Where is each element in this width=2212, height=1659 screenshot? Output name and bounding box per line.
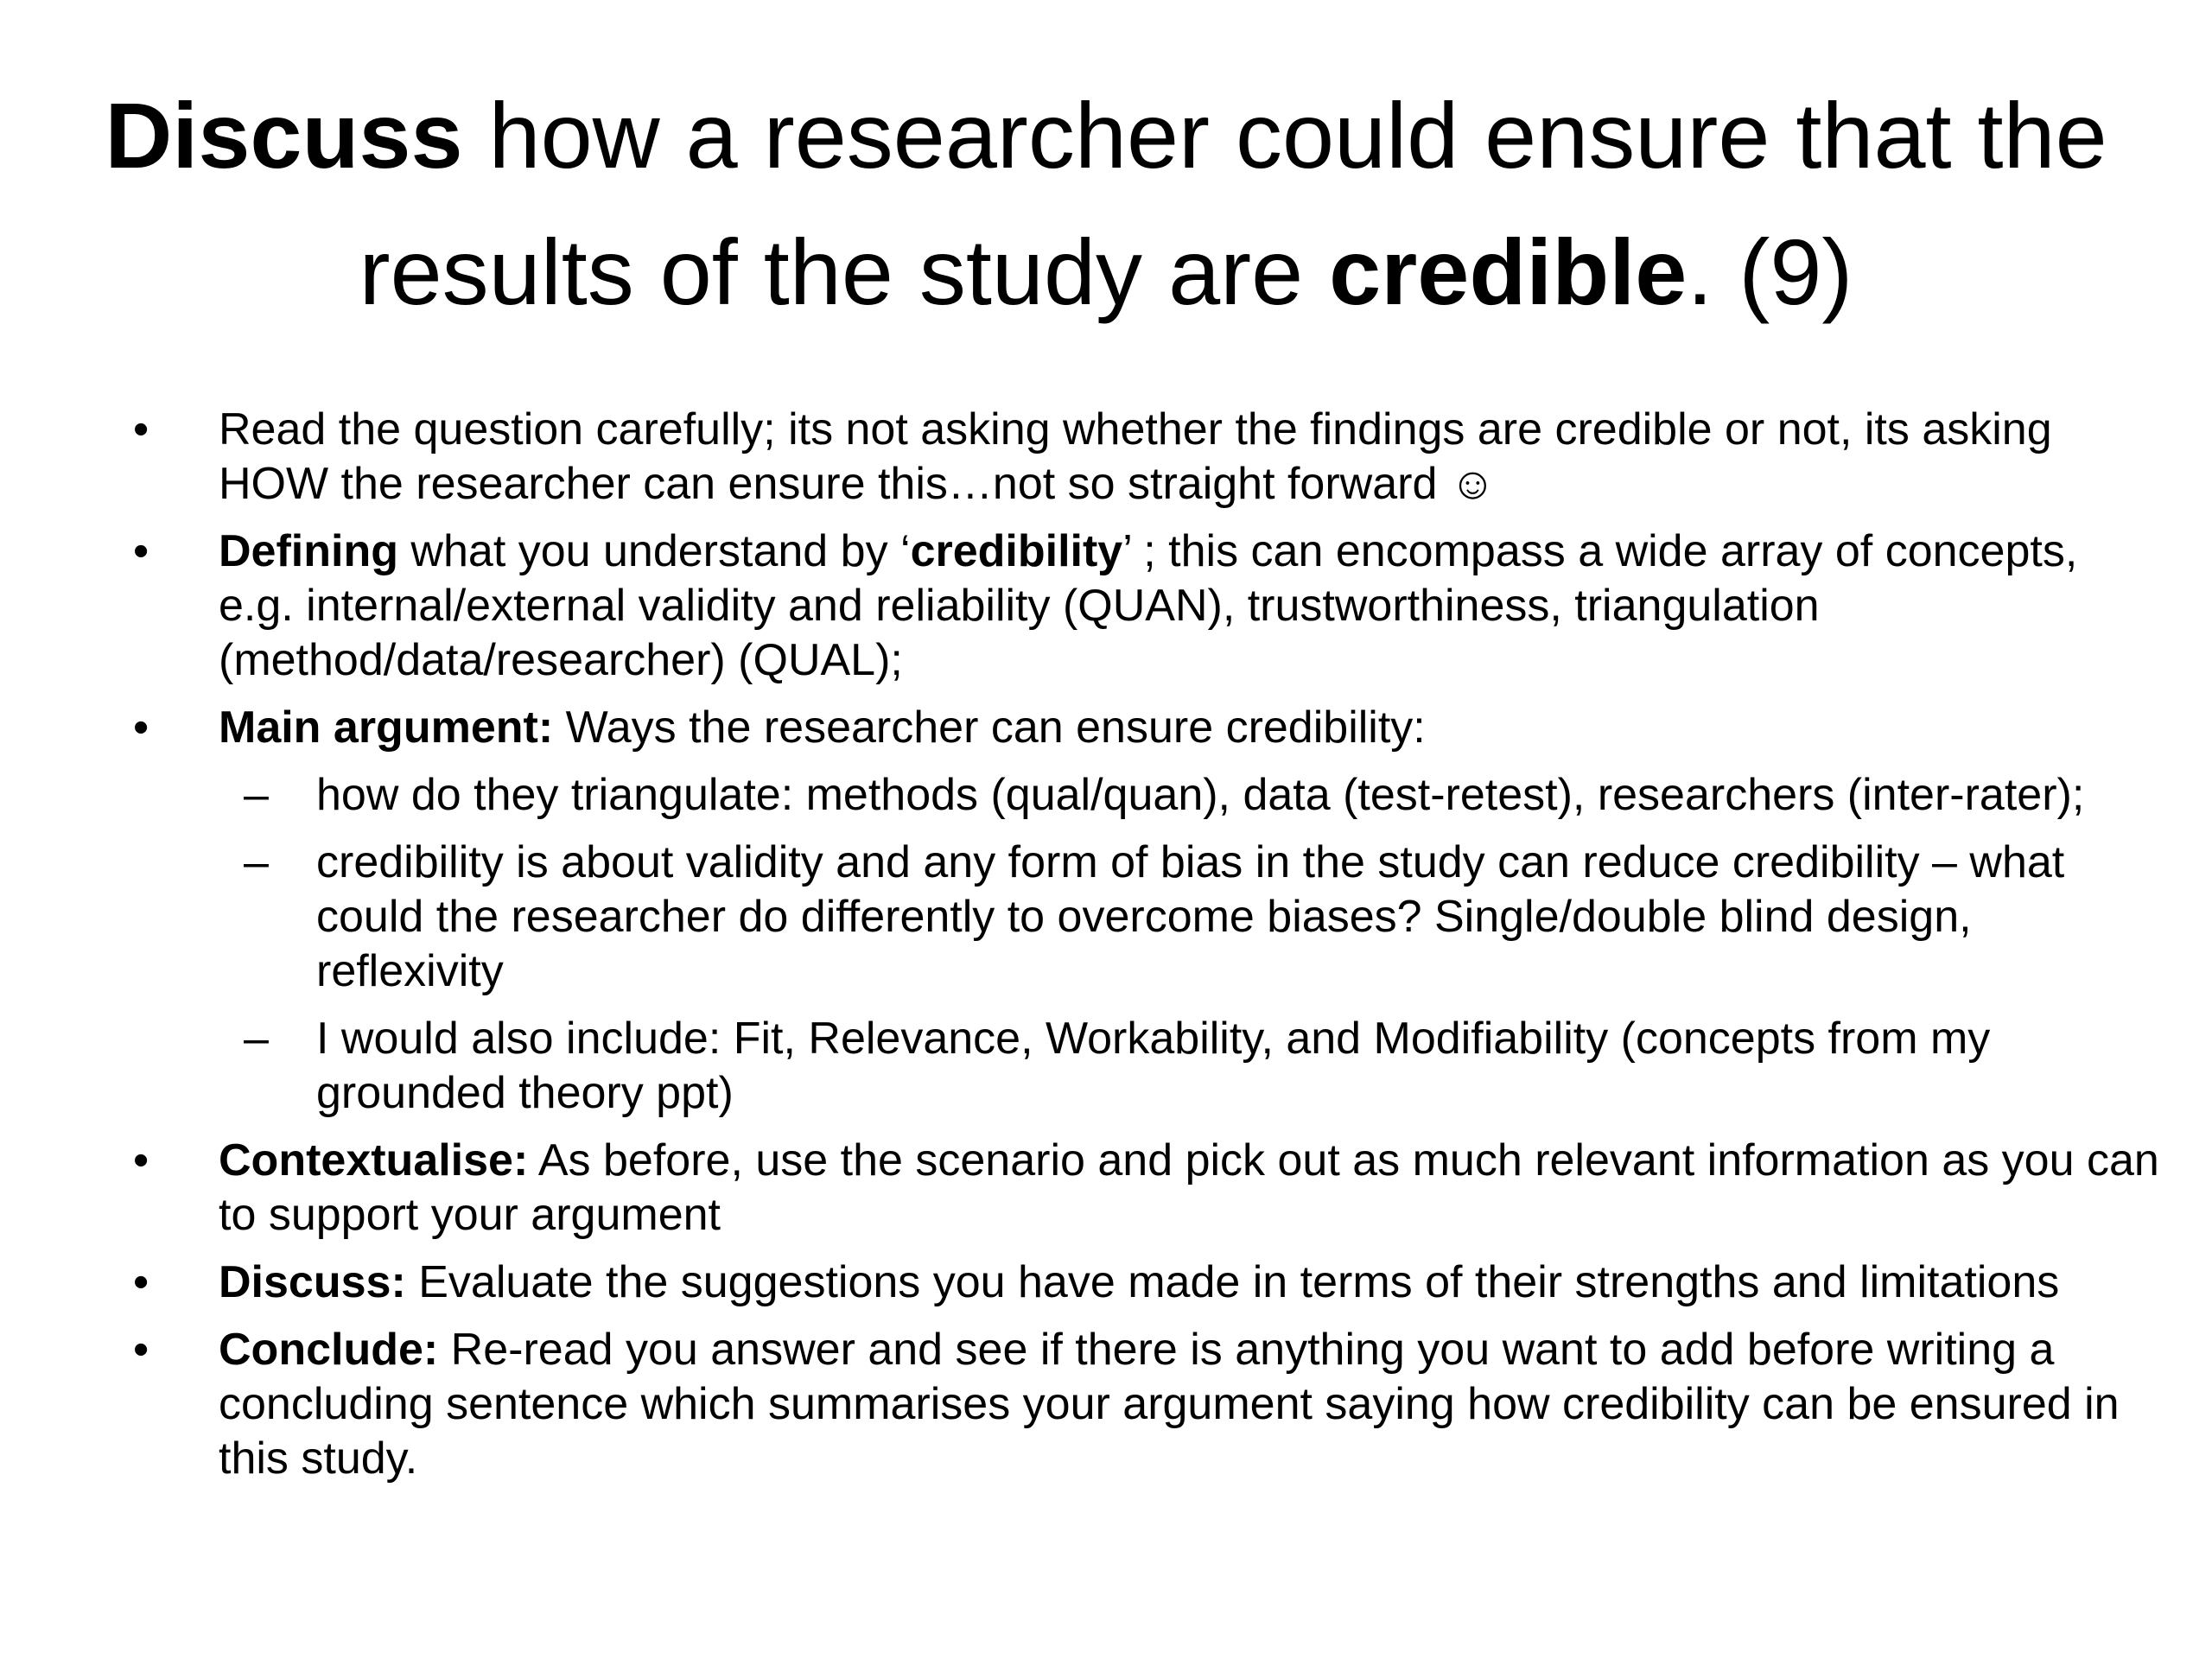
bullet-list — [0, 403, 2212, 1499]
bullet-text: Read the question carefully; its not asking whether the findings are credible or not, its asking HOW the researcher can ensure this…not so straight forward — [219, 404, 2052, 509]
bullet-item-read-question — [0, 403, 2212, 512]
bullet-text: Evaluate the suggestions you have made in terms of their strengths and limitations — [405, 1257, 2060, 1307]
bullet-item-conclude — [0, 1323, 2212, 1486]
bullet-bold-label: Conclude: — [219, 1325, 439, 1375]
sub-item-text: credibility is about validity and any form of bias in the study can reduce credibility – what could the researcher do differently to overcome biases? Single/double blind design, reflexivity — [316, 837, 2065, 996]
bullet-item-main-argument — [0, 701, 2212, 755]
bullet-bold-label: Contextualise: — [219, 1135, 529, 1185]
slide-title — [52, 67, 2160, 340]
sub-item-text: I would also include: Fit, Relevance, Workability, and Modifiability (concepts from my grounded theory ppt) — [316, 1014, 1991, 1118]
sub-item-triangulate — [0, 768, 2212, 823]
title-bold-discuss: Discuss — [105, 83, 463, 188]
bullet-bold-label: Defining — [219, 526, 398, 576]
dash-icon: – — [244, 770, 269, 820]
title-text: how a researcher could ensure that the results of the study are — [359, 83, 2107, 324]
bullet-text: what you understand by ‘ — [397, 526, 911, 576]
bullet-bold-label: Discuss: — [219, 1257, 406, 1307]
bullet-icon: • — [133, 1257, 149, 1307]
bullet-icon: • — [133, 1325, 149, 1375]
bullet-bold-term: credibility — [910, 526, 1123, 576]
bullet-icon: • — [133, 1135, 149, 1185]
bullet-icon: • — [133, 404, 149, 454]
dash-icon: – — [244, 1014, 269, 1064]
sub-item-grounded-theory — [0, 1012, 2212, 1121]
bullet-text: ’ ; this can encompass a wide array of concepts, e.g. internal/external validity and reliability (QUAN), trustworthiness, triangulation (method/data/researcher) (QUAL); — [219, 526, 2078, 685]
dash-icon: – — [244, 837, 269, 887]
bullet-item-contextualise — [0, 1134, 2212, 1243]
smiley-icon: ☺ — [1449, 459, 1496, 509]
bullet-text: Re-read you answer and see if there is anything you want to add before writing a concluding sentence which summarises your argument saying how credibility can be ensured in this study. — [219, 1325, 2120, 1484]
bullet-item-defining — [0, 524, 2212, 688]
bullet-icon: • — [133, 526, 149, 576]
bullet-icon: • — [133, 702, 149, 753]
bullet-item-discuss — [0, 1255, 2212, 1310]
bullet-bold-label: Main argument: — [219, 702, 554, 753]
sub-item-text: how do they triangulate: methods (qual/quan), data (test-retest), researchers (inter-rater); — [316, 770, 2085, 820]
bullet-text: Ways the researcher can ensure credibility: — [553, 702, 1426, 753]
title-bold-credible: credible — [1329, 219, 1688, 324]
bullet-text: As before, use the scenario and pick out as much relevant information as you can to support your argument — [219, 1135, 2159, 1240]
title-suffix: . (9) — [1687, 219, 1853, 324]
sub-item-validity-bias — [0, 836, 2212, 999]
